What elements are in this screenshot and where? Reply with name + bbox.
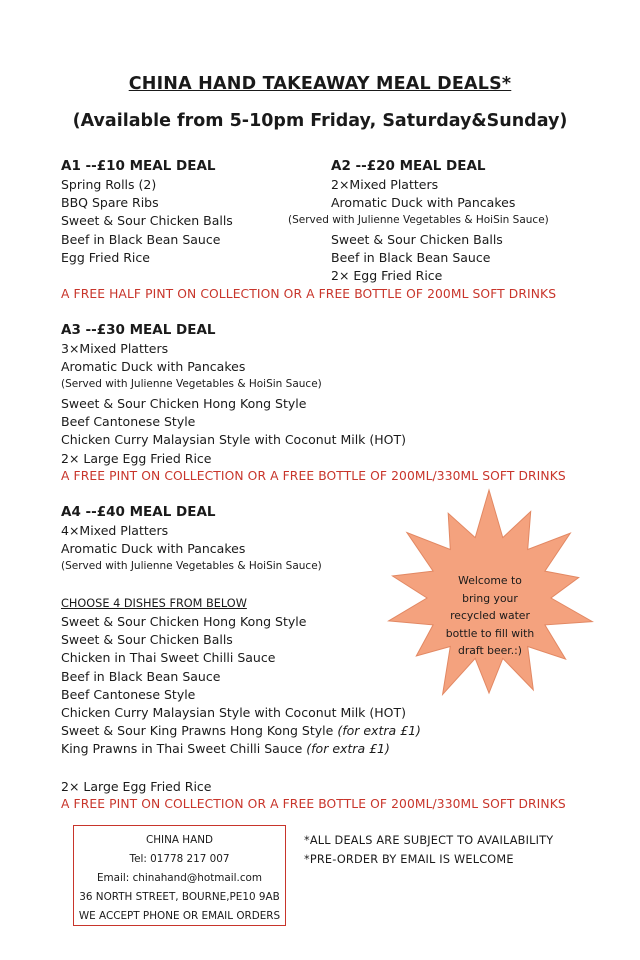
choose-dishes-heading: CHOOSE 4 DISHES FROM BELOW xyxy=(61,597,247,610)
king-prawns-hk-label: Sweet & Sour King Prawns Hong Kong Style xyxy=(61,723,334,739)
list-item: Aromatic Duck with Pancakes xyxy=(331,195,516,211)
availability-subtitle: (Available from 5-10pm Friday, Saturday&Sunday) xyxy=(72,111,568,131)
list-item: Beef in Black Bean Sauce xyxy=(61,668,221,684)
page-title: CHINA HAND TAKEAWAY MEAL DEALS* xyxy=(128,74,512,94)
list-item: 2× Large Egg Fried Rice xyxy=(61,450,212,466)
deal-a2-title: A2 --£20 MEAL DEAL xyxy=(331,158,486,174)
list-item: Sweet & Sour Chicken Balls xyxy=(331,232,503,247)
deal-a3-items xyxy=(61,340,245,376)
restaurant-name: CHINA HAND xyxy=(145,834,213,846)
king-prawns-thai-label: King Prawns in Thai Sweet Chilli Sauce xyxy=(61,741,303,757)
list-item: Beef in Black Bean Sauce xyxy=(331,250,491,266)
deal-a1-title: A1 --£10 MEAL DEAL xyxy=(61,158,216,174)
king-prawns-thai-extra: (for extra £1) xyxy=(306,741,390,757)
list-item: BBQ Spare Ribs xyxy=(61,195,159,211)
a4-offer: A FREE PINT ON COLLECTION OR A FREE BOTTLE OF 200ML/330ML SOFT DRINKS xyxy=(61,797,566,811)
list-item: Egg Fried Rice xyxy=(61,249,150,265)
deal-a3-note: (Served with Julienne Vegetables & HoiSin Sauce) xyxy=(61,378,322,390)
list-item: Sweet & Sour Chicken Balls xyxy=(61,213,233,229)
starburst-line: bring your xyxy=(462,591,518,605)
list-item: 4×Mixed Platters xyxy=(61,523,169,538)
street-address: 36 NORTH STREET, BOURNE,PE10 9AB xyxy=(79,891,280,903)
deal-a2-items-after xyxy=(331,231,503,286)
deal-a3-items-after xyxy=(61,395,406,468)
starburst-line: bottle to fill with xyxy=(445,626,535,640)
list-item: Chicken in Thai Sweet Chilli Sauce xyxy=(61,650,276,666)
deal-a4-title: A4 --£40 MEAL DEAL xyxy=(61,504,216,520)
starburst-text xyxy=(424,572,556,660)
list-item: Sweet & Sour Chicken Hong Kong Style xyxy=(61,396,307,411)
deal-a4-items xyxy=(61,522,245,558)
list-item: Beef in Black Bean Sauce xyxy=(61,231,221,247)
list-item: Aromatic Duck with Pancakes xyxy=(61,541,246,557)
list-item: Chicken Curry Malaysian Style with Coconut Milk (HOT) xyxy=(61,705,407,721)
phone-number: Tel: 01778 217 007 xyxy=(129,853,230,865)
terms xyxy=(304,832,553,869)
a3-offer: A FREE PINT ON COLLECTION OR A FREE BOTTLE OF 200ML/330ML SOFT DRINKS xyxy=(61,469,566,483)
deal-a4-choices xyxy=(61,613,421,759)
a1-a2-offer: A FREE HALF PINT ON COLLECTION OR A FREE BOTTLE OF 200ML SOFT DRINKS xyxy=(61,287,557,301)
list-item: Beef Cantonese Style xyxy=(61,686,196,702)
contact-box xyxy=(73,825,286,926)
list-item: Beef Cantonese Style xyxy=(61,414,196,430)
deal-a4-note: (Served with Julienne Vegetables & HoiSin Sauce) xyxy=(61,560,322,572)
list-item: Sweet & Sour Chicken Balls xyxy=(61,632,233,648)
deal-a2-note: (Served with Julienne Vegetables & HoiSin Sauce) xyxy=(288,214,549,226)
preorder-term: *PRE-ORDER BY EMAIL IS WELCOME xyxy=(304,852,514,866)
starburst-line: recycled water xyxy=(450,609,530,622)
list-item: Sweet & Sour Chicken Hong Kong Style xyxy=(61,614,307,629)
list-item: Aromatic Duck with Pancakes xyxy=(61,359,246,375)
list-item: 2×Mixed Platters xyxy=(331,177,439,192)
list-item xyxy=(61,740,421,758)
king-prawns-hk-extra: (for extra £1) xyxy=(337,723,421,739)
deal-a4-rice: 2× Large Egg Fried Rice xyxy=(61,779,212,794)
starburst-line: draft beer.:) xyxy=(457,644,523,657)
list-item: Chicken Curry Malaysian Style with Coconut Milk (HOT) xyxy=(61,432,407,448)
deal-a3-title: A3 --£30 MEAL DEAL xyxy=(61,322,216,338)
deal-a2-items xyxy=(331,176,515,212)
list-item: 2× Egg Fried Rice xyxy=(331,268,443,284)
availability-term: *ALL DEALS ARE SUBJECT TO AVAILABILITY xyxy=(304,834,554,847)
deal-a1-items xyxy=(61,176,233,267)
list-item xyxy=(61,722,421,740)
email-address: Email: chinahand@hotmail.com xyxy=(96,872,263,884)
list-item: 3×Mixed Platters xyxy=(61,341,169,356)
list-item: Spring Rolls (2) xyxy=(61,177,157,192)
orders-note: WE ACCEPT PHONE OR EMAIL ORDERS xyxy=(78,910,281,922)
starburst-line: Welcome to xyxy=(458,574,522,587)
